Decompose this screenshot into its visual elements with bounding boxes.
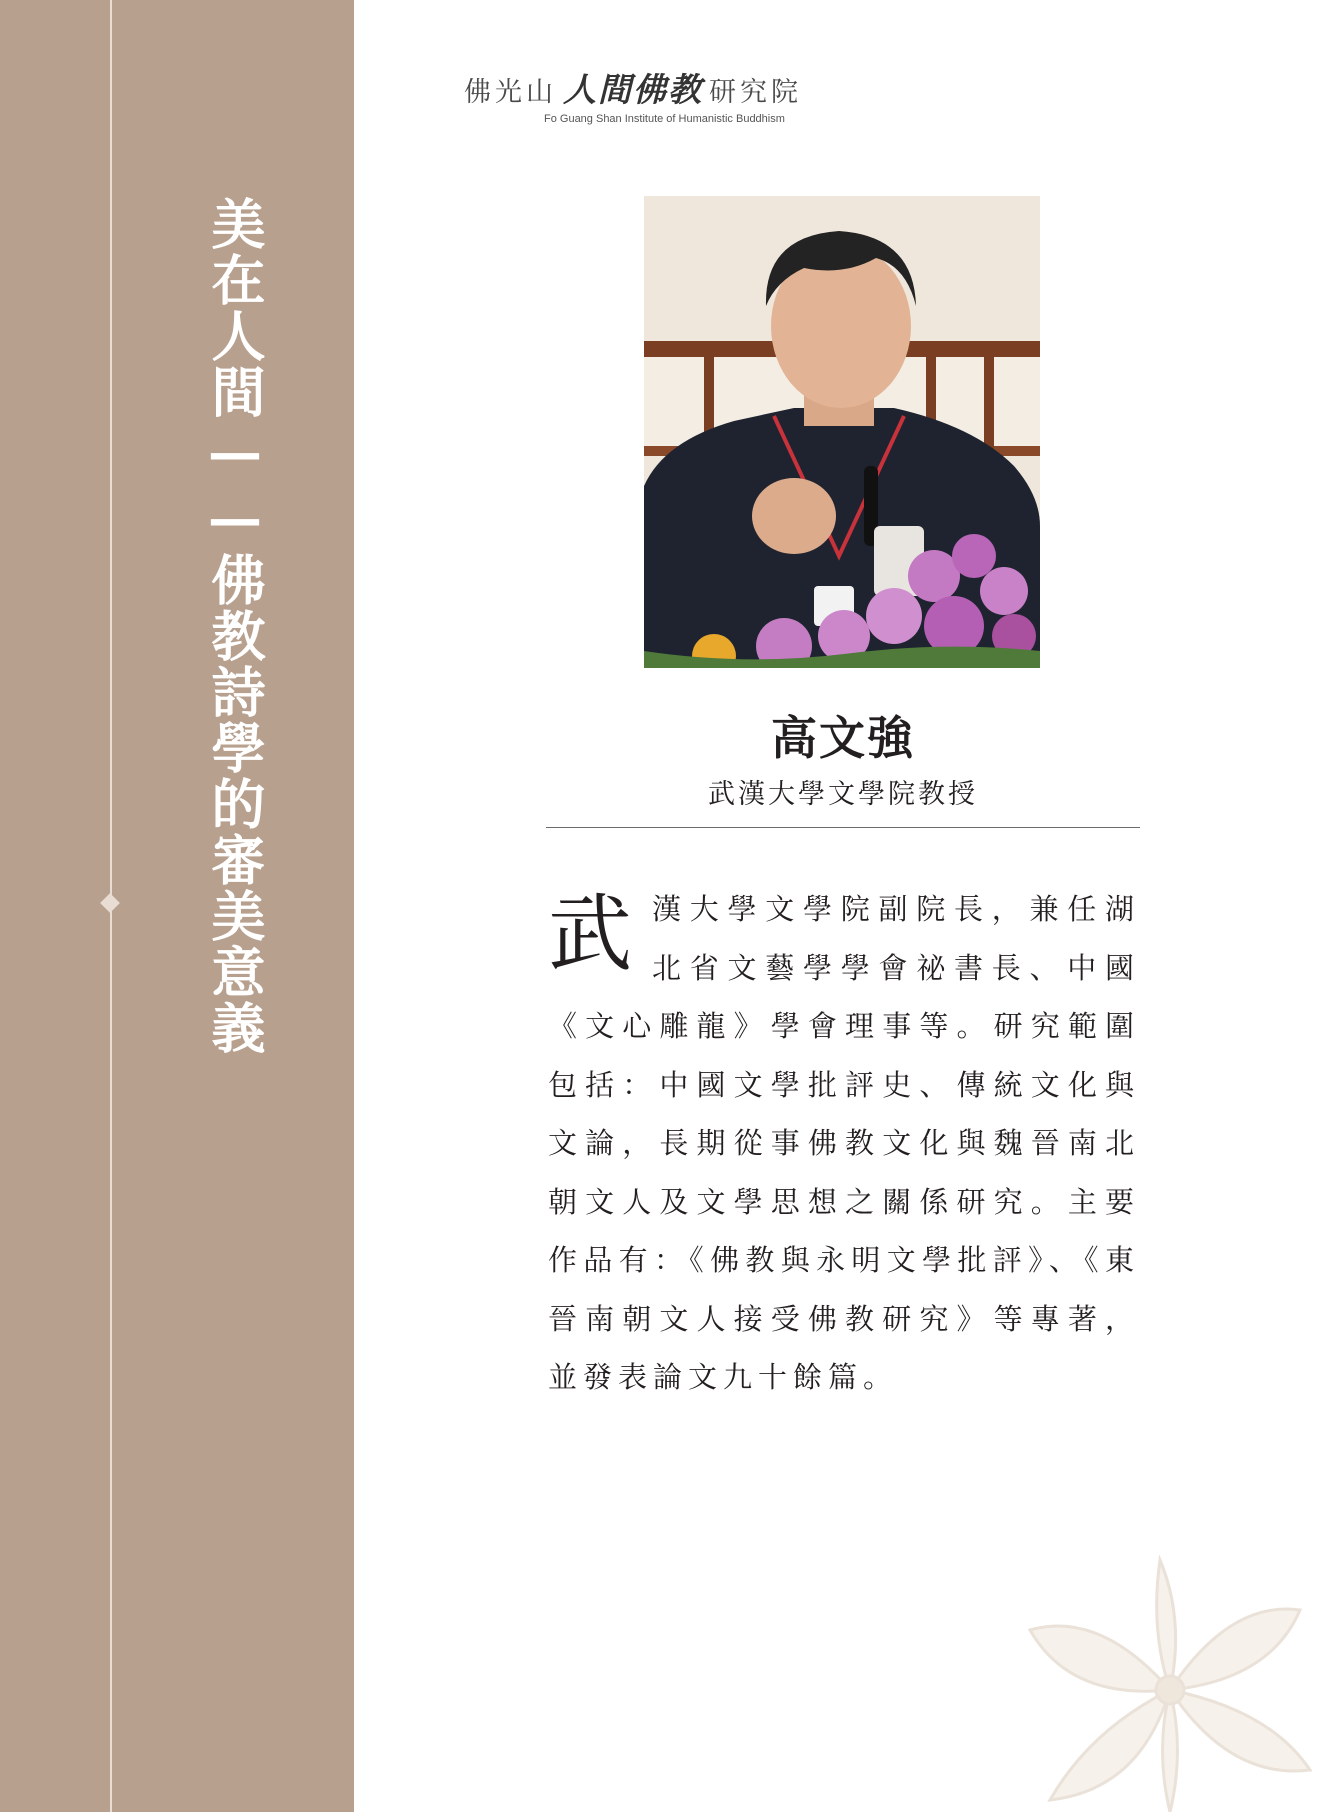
- divider-line: [546, 827, 1140, 828]
- section-title: 美在人間——佛教詩學的審美意義: [203, 196, 267, 1056]
- sidebar-diamond-ornament: [100, 893, 120, 913]
- portrait-photo: [644, 196, 1040, 668]
- logo-prefix: 佛光山: [464, 77, 557, 108]
- logo-chinese: [464, 64, 864, 111]
- sidebar-band: [0, 0, 354, 1812]
- biography: [548, 880, 1140, 1407]
- person-name: 高文強: [771, 711, 915, 765]
- logo-suffix: 研究院: [709, 77, 802, 108]
- drop-cap: 武: [548, 885, 633, 983]
- logo-english: Fo Guang Shan Institute of Humanistic Buddhism: [544, 113, 785, 125]
- biography-text: 漢大學文學院副院長，兼任湖北省文藝學學會祕書長、中國《文心雕龍》學會理事等。研究範圍包括：中國文學批評史、傳統文化與文論，長期從事佛教文化與魏晉南北朝文人及文學思想之關係研究。主要作品有：《佛教與永明文學批評》、《東晉南朝文人接受佛教研究》等專著，並發表論文九十餘篇。: [548, 892, 1140, 1394]
- lotus-watermark: [970, 1540, 1339, 1812]
- logo-script: 人間佛教: [563, 70, 703, 109]
- institute-logo: [464, 64, 864, 125]
- person-affiliation: 武漢大學文學院教授: [708, 779, 978, 810]
